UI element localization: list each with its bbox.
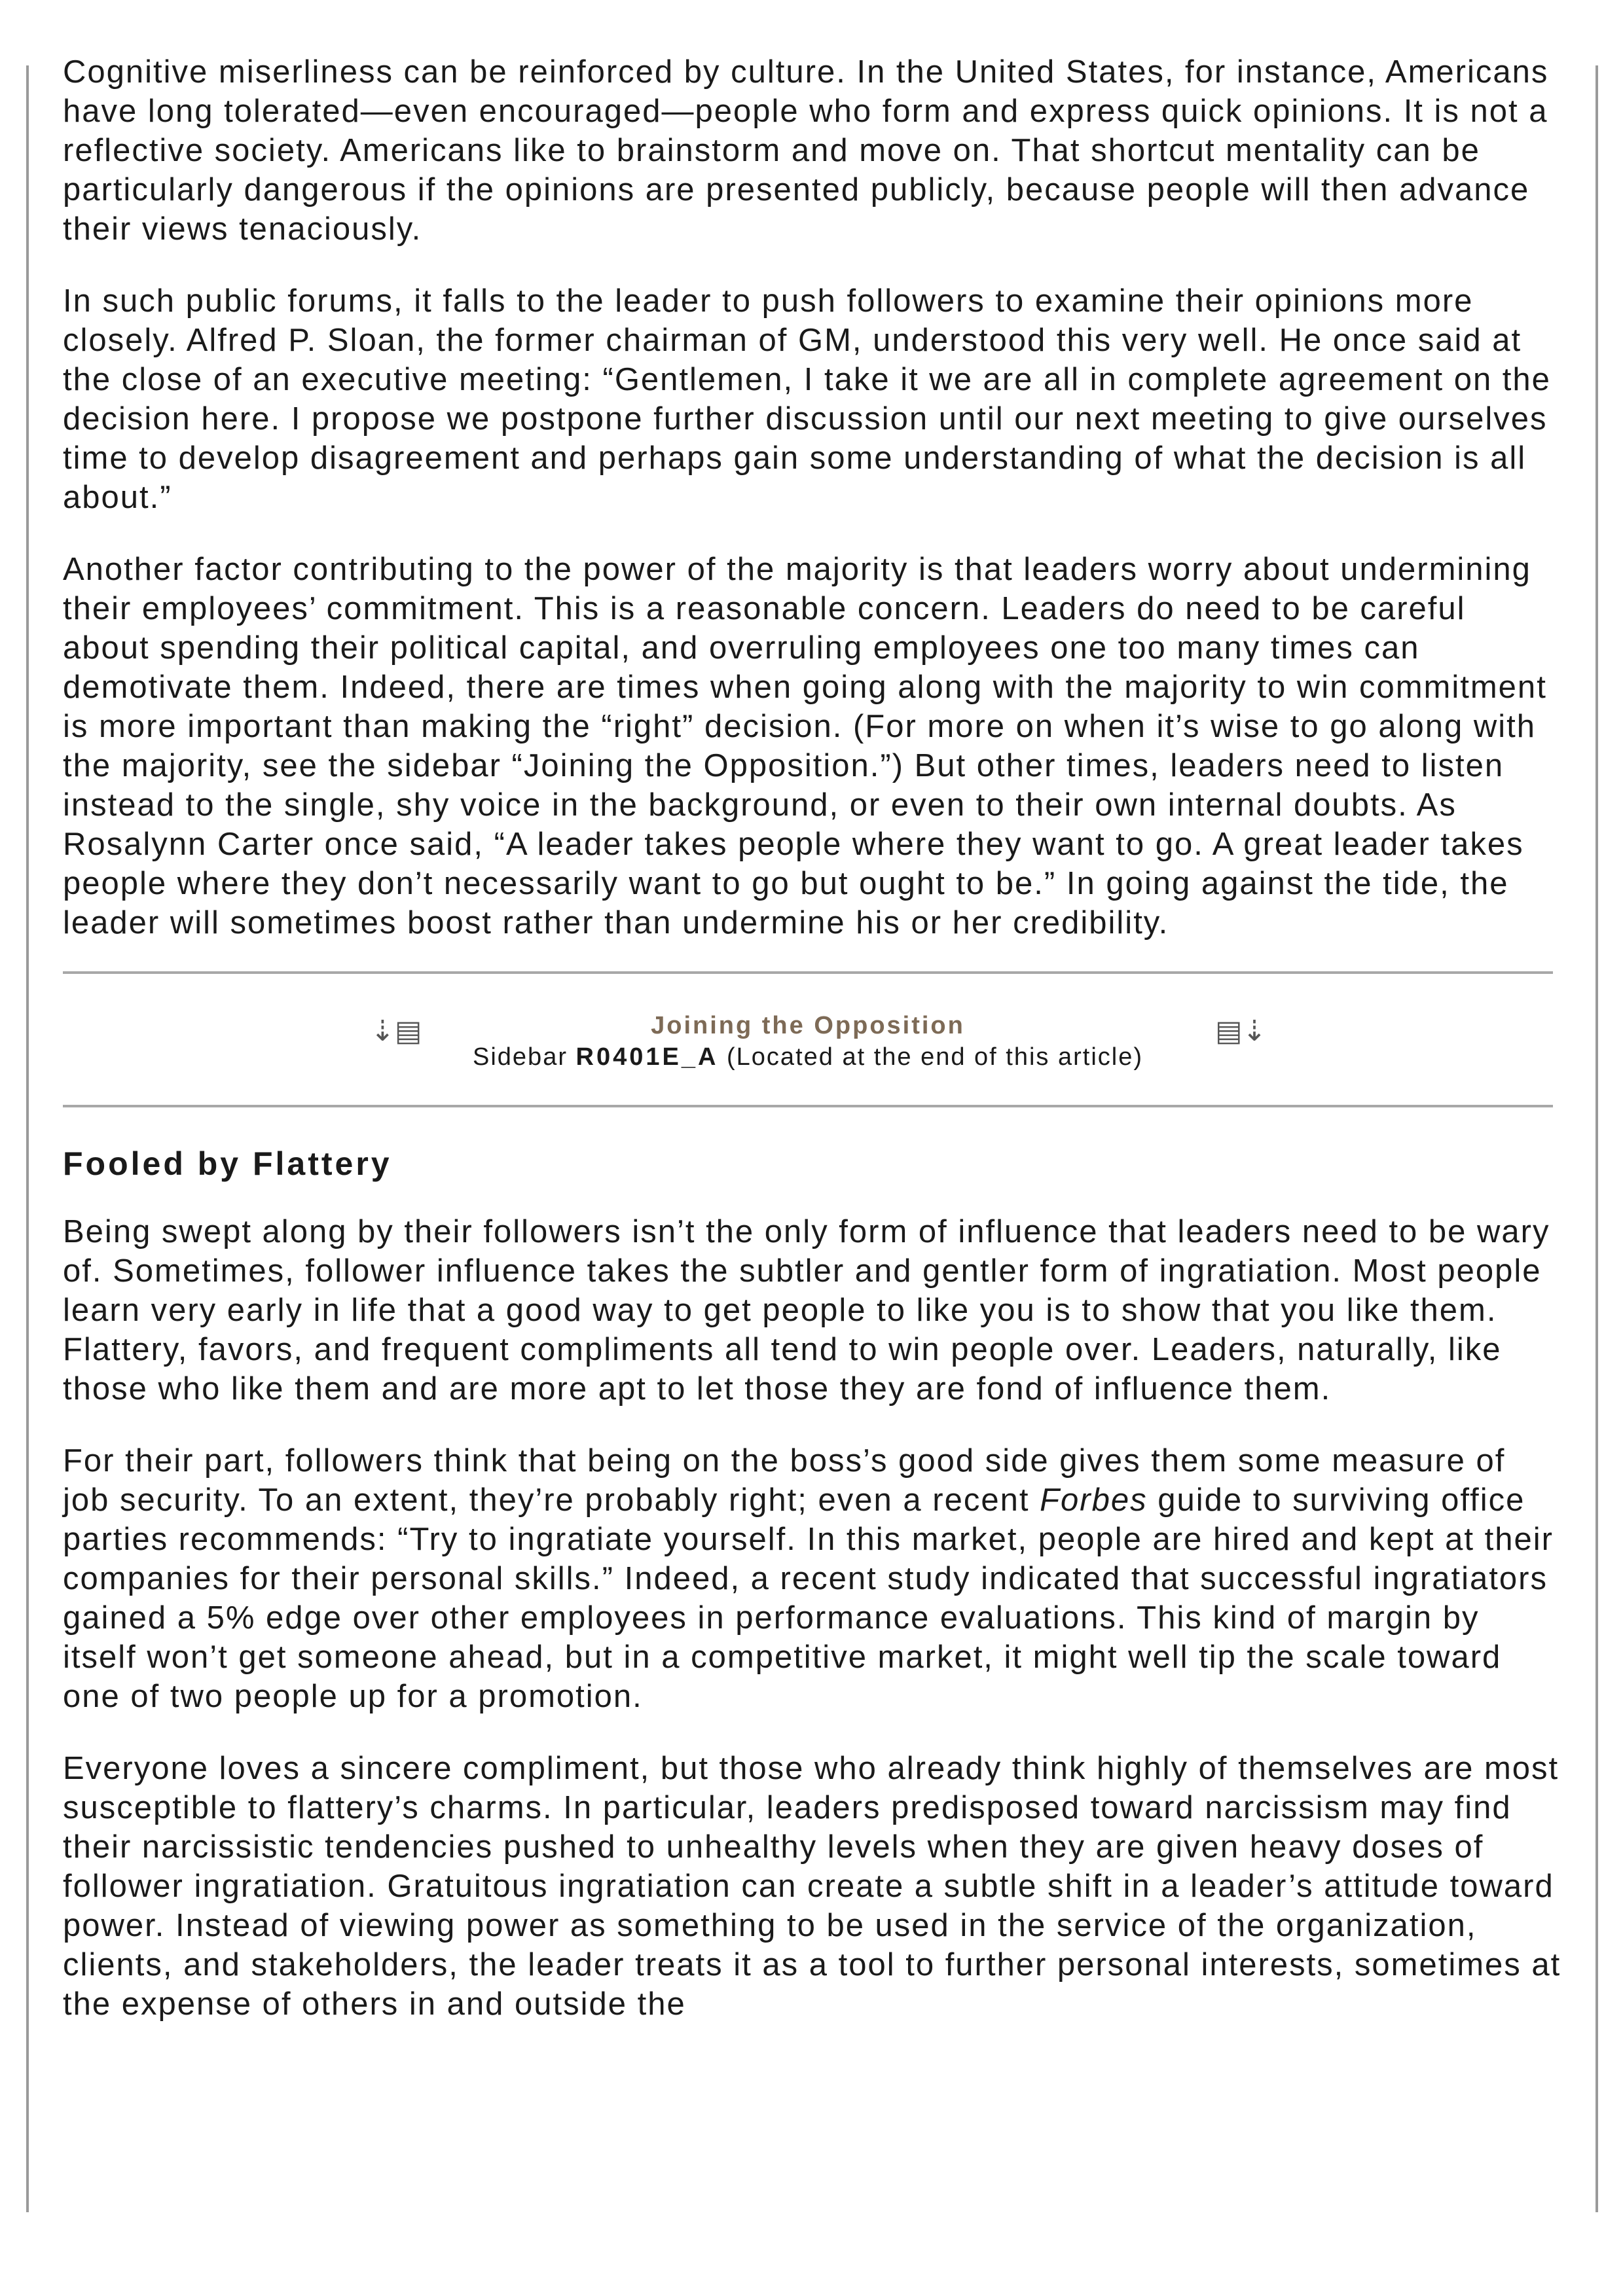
jump-to-sidebar-icon[interactable]: ⇣▤	[371, 1014, 422, 1048]
paragraph-power-of-majority: Another factor contributing to the power of the majority is that leaders worry about undermining their employees’ commitment. This is a reasonable concern. Leaders do need to be careful about spending their political capital, and overruling employees one too many times can demotivate them. Indeed, there are times when going along with the majority to win commitment is more important than making the “right” decision. (For more on when it’s wise to go along with the majority, see the sidebar “Joining the Opposition.”) But other times, leaders need to listen instead to the single, shy voice in the background, or even to their own internal doubts. As Rosalynn Carter once said, “A leader takes people where they want to go. A great leader takes people where they don’t necessarily want to go but ought to be.” In going against the tide, the leader will sometimes boost rather than undermine his or her credibility.	[63, 552, 1547, 941]
p2-publication-name: Forbes	[1040, 1482, 1148, 1518]
sidebar-title-link[interactable]: Joining the Opposition	[651, 1012, 965, 1039]
p2-text-before: For their part, followers think that being on the boss’s good side gives them some measure of job security. To an extent, they’re probably right; even a recent	[63, 1443, 1506, 1518]
sidebar-suffix: (Located at the end of this article)	[718, 1043, 1143, 1071]
page-border-right	[1596, 65, 1598, 2212]
sidebar-reference	[63, 974, 1562, 1105]
paragraph-swept-along: Being swept along by their followers isn’t the only form of influence that leaders need to be wary of. Sometimes, follower influence takes the subtler and gentler form of ingratiation. Most people learn very early in life that a good way to get people to like you is to show that you like them. Flattery, favors, and frequent compliments all tend to win people over. Leaders, naturally, like those who like them and are more apt to let those they are fond of influence them.	[63, 1214, 1550, 1407]
section-heading: Fooled by Flattery	[63, 1145, 392, 1182]
jump-to-sidebar-icon-right[interactable]: ▤⇣	[1215, 1014, 1267, 1048]
paragraph-followers-job-security	[63, 1441, 1562, 1716]
sidebar-bottom-rule	[63, 1105, 1553, 1107]
sidebar-prefix: Sidebar	[473, 1043, 576, 1071]
sidebar-code: R0401E_A	[575, 1043, 719, 1071]
article-content	[63, 52, 1562, 2056]
sidebar-locator	[63, 1043, 1553, 1071]
paragraph-cognitive-miserliness: Cognitive miserliness can be reinforced by culture. In the United States, for instance, Americans have long tolerated—even encouraged—people who form and express quick opinions. It is not a reflective society. Americans like to brainstorm and move on. That shortcut mentality can be particularly dangerous if the opinions are presented publicly, because people will then advance their views tenaciously.	[63, 54, 1549, 247]
paragraph-sincere-compliment: Everyone loves a sincere compliment, but those who already think highly of themselves are most susceptible to flattery’s charms. In particular, leaders predisposed toward narcissism may find their narcissistic tendencies pushed to unhealthy levels when they are given heavy doses of follower ingratiation. Gratuitous ingratiation can create a subtle shift in a leader’s attitude toward power. Instead of viewing power as something to be used in the service of the organization, clients, and stakeholders, the leader treats it as a tool to further personal interests, sometimes at the expense of others in and outside the	[63, 1751, 1561, 2022]
paragraph-public-forums: In such public forums, it falls to the leader to push followers to examine their opinions more closely. Alfred P. Sloan, the former chairman of GM, understood this very well. He once said at the close of an executive meeting: “Gentlemen, I take it we are all in complete agreement on the decision here. I propose we postpone further discussion until our next meeting to give ourselves time to develop disagreement and perhaps gain some understanding of what the decision is all about.”	[63, 283, 1551, 515]
page-border-left	[26, 65, 29, 2212]
p2-text-after: guide to surviving office parties recommends: “Try to ingratiate yourself. In this market, people are hired and kept at their companies for their personal skills.” Indeed, a recent study indicated that successful ingratiators gained a 5% edge over other employees in performance evaluations. This kind of margin by itself won’t get someone ahead, but in a competitive market, it might well tip the scale toward one of two people up for a promotion.	[63, 1482, 1554, 1714]
